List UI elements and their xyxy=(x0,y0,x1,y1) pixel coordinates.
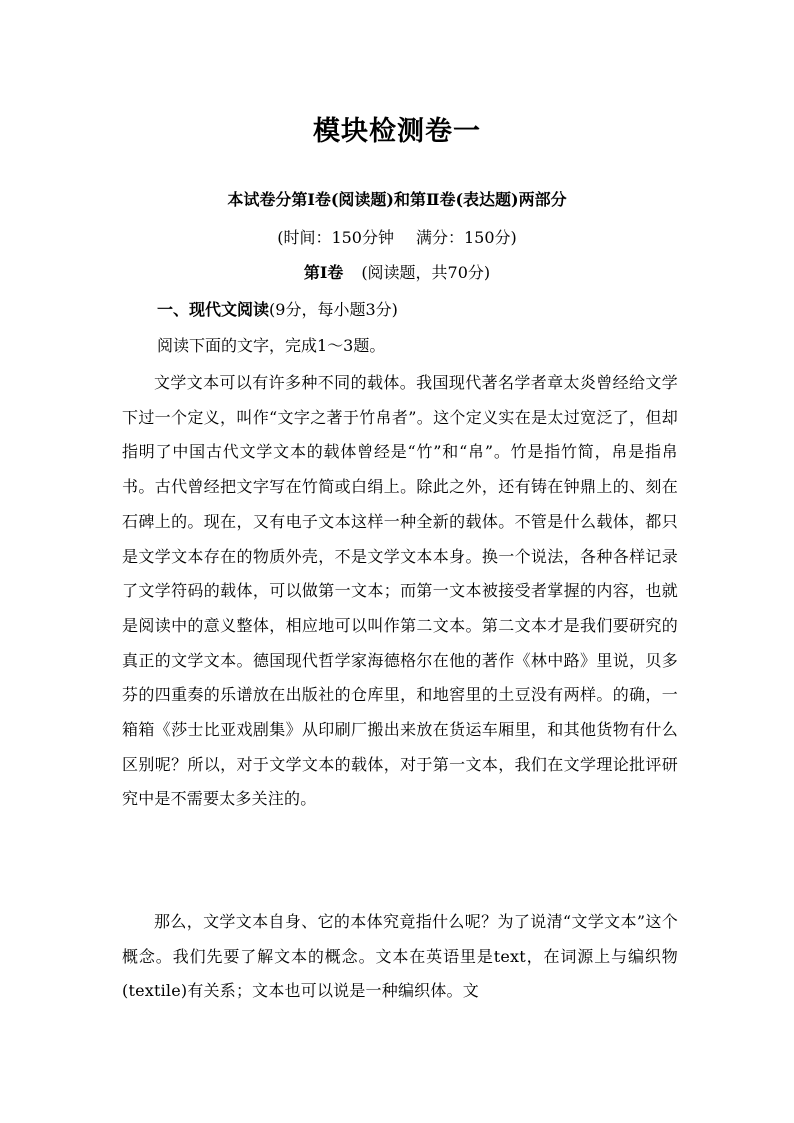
reading-instruction: 阅读下面的文字，完成1～3题。 xyxy=(157,336,386,355)
passage-paragraph-1: 文学文本可以有许多种不同的载体。我国现代著名学者章太炎曾经给文学下过一个定义，叫作“文字之著于竹帛者”。这个定义实在是太过宽泛了，但却指明了中国古代文学文本的载体曾经是“竹”和“帛”。竹是指竹简，帛是指帛书。古代曾经把文字写在竹简或白绢上。除此之外，还有铸在钟鼎上的、刻在石碑上的。现在，又有电子文本这样一种全新的载体。不管是什么载体，都只是文学文本存在的物质外壳，不是文学文本本身。换一个说法，各种各样记录了文学符码的载体，可以做第一文本；而第一文本被接受者掌握的内容，也就是阅读中的意义整体，相应地可以叫作第二文本。第二文本才是我们要研究的真正的文学文本。德国现代哲学家海德格尔在他的著作《林中路》里说，贝多芬的四重奏的乐谱放在出版社的仓库里，和地窖里的土豆没有两样。的确，一箱箱《莎士比亚戏剧集》从印刷厂搬出来放在货运车厢里，和其他货物有什么区别呢？所以，对于文学文本的载体，对于第一文本，我们在文学理论批评研究中是不需要太多关注的。 xyxy=(122,373,678,809)
section-points: (9分，每小题3分) xyxy=(269,300,398,319)
volume-heading xyxy=(0,261,794,285)
volume-detail: (阅读题，共70分) xyxy=(361,263,491,282)
section-title: 一、现代文阅读 xyxy=(157,300,270,319)
full-score: 满分：150分) xyxy=(416,228,517,247)
time-score-line xyxy=(0,226,794,250)
page-title: 模块检测卷一 xyxy=(313,116,481,147)
passage-paragraph-2: 那么，文学文本自身、它的本体究竟指什么呢？为了说清“文学文本”这个概念。我们先要了解文本的概念。文本在英语里是text，在词源上与编织物(textile)有关系；文本也可以说是一种编织体。文 xyxy=(122,912,678,1001)
exam-structure-subtitle: 本试卷分第Ⅰ卷(阅读题)和第Ⅱ卷(表达题)两部分 xyxy=(227,190,567,209)
section-heading xyxy=(157,298,398,322)
time-limit: (时间：150分钟 xyxy=(277,228,394,247)
volume-label: 第Ⅰ卷 xyxy=(303,263,344,282)
